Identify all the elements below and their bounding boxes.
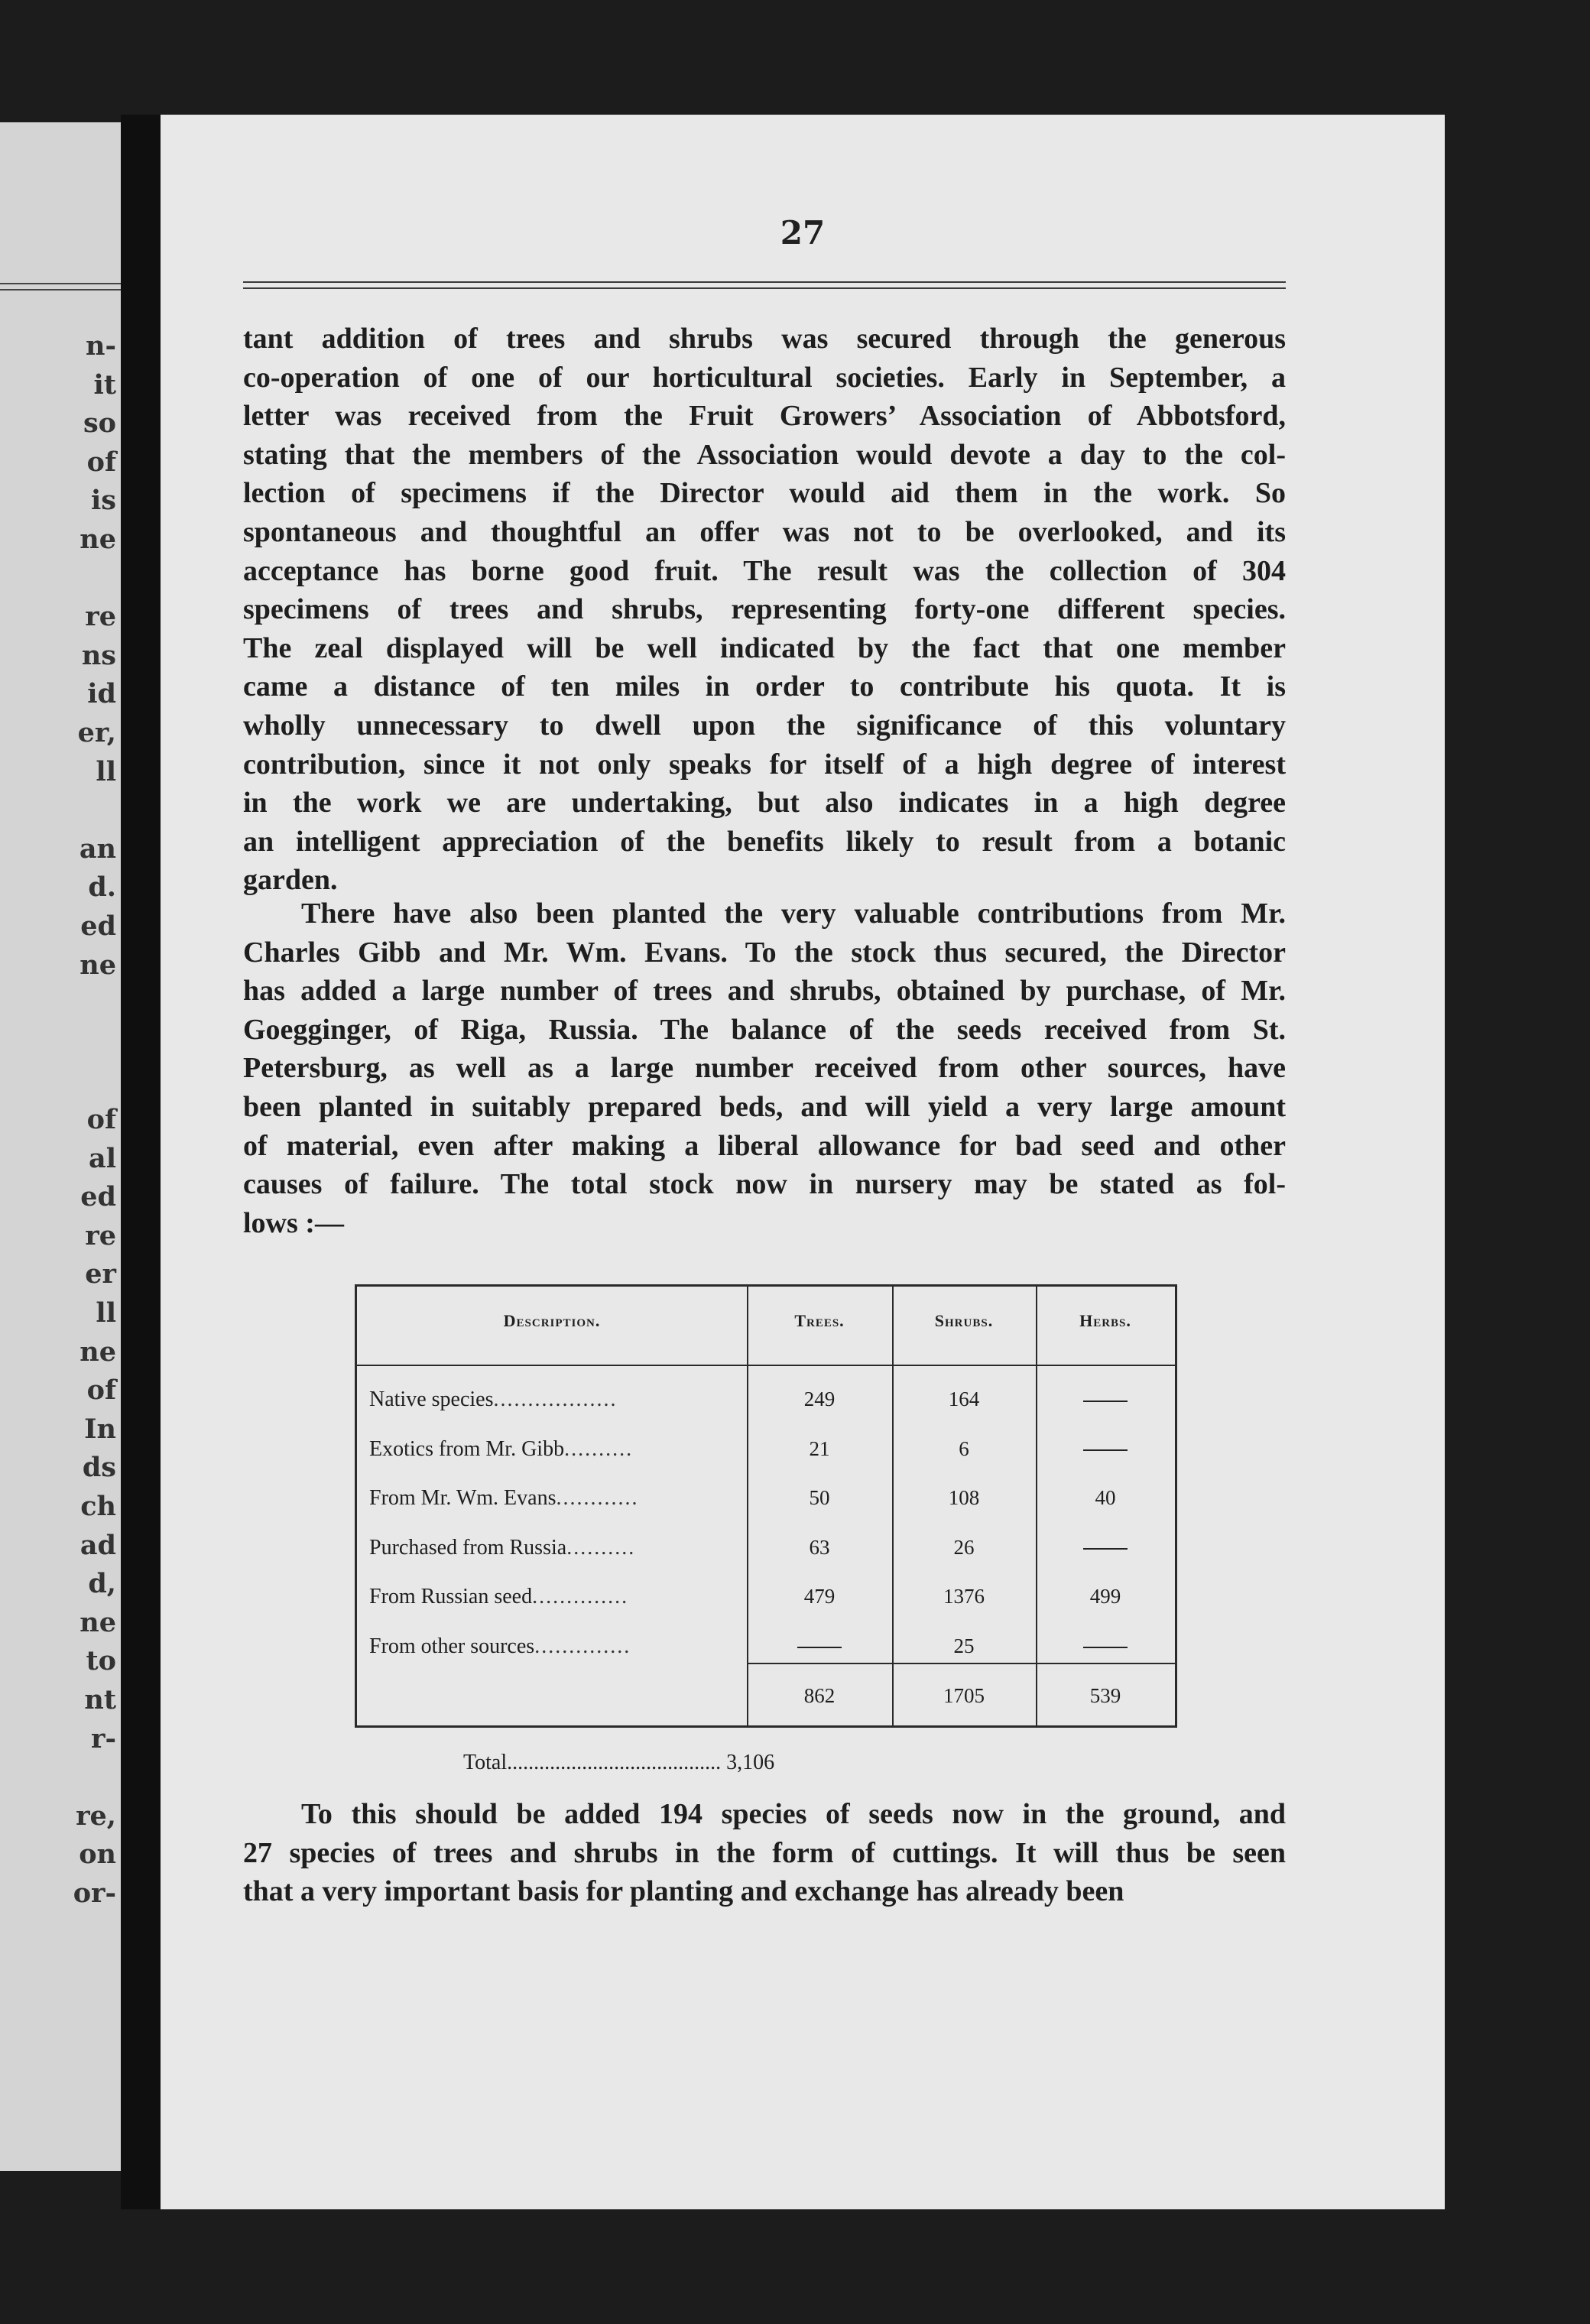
row-description-text: From Mr. Wm. Evans: [369, 1486, 556, 1510]
left-page-rule: [0, 283, 121, 290]
text-line: came a distance of ten miles in order to contribute his quota. It is: [243, 670, 1286, 703]
left-page-fragment: re: [85, 1219, 116, 1251]
text-line: that a very important basis for planting and exchange has already been: [243, 1875, 1124, 1908]
sum-shrubs: 1705: [943, 1684, 985, 1707]
text-line: Goegginger, of Riga, Russia. The balance of the seeds received from St.: [243, 1013, 1286, 1046]
leader-dots: ..............: [532, 1585, 629, 1608]
left-page-fragment: nt: [84, 1684, 116, 1715]
cell-herbs: [1036, 1437, 1175, 1461]
leader-dots: ..................: [493, 1388, 618, 1411]
leader-dots: ..........: [566, 1535, 636, 1560]
page-number: 27: [780, 214, 826, 252]
total-line: [463, 1751, 774, 1775]
empty-dash: [1083, 1548, 1128, 1550]
left-page-fragment: d,: [88, 1568, 116, 1600]
text-line: been planted in suitably prepared beds, and will yield a very large amount: [243, 1090, 1286, 1123]
left-page-fragment: to: [86, 1645, 116, 1677]
text-line: has added a large number of trees and shrubs, obtained by purchase, of Mr.: [243, 975, 1286, 1008]
total-value: 3,106: [726, 1751, 775, 1774]
leader-dots: ..............: [534, 1634, 631, 1658]
cell-herbs: 40: [1095, 1486, 1116, 1509]
empty-dash: [1083, 1647, 1128, 1648]
row-description-text: Purchased from Russia: [369, 1535, 567, 1560]
left-page-fragment: ll: [96, 755, 116, 787]
text-line: lection of specimens if the Director would aid them in the work. So: [243, 477, 1286, 510]
header-description: Description.: [503, 1311, 601, 1330]
text-line: Charles Gibb and Mr. Wm. Evans. To the stock thus secured, the Director: [243, 936, 1286, 969]
header-rule: [243, 281, 1286, 289]
row-description: [369, 1634, 739, 1659]
text-line: causes of failure. The total stock now in nursery may be stated as fol-: [243, 1168, 1286, 1201]
left-page-fragment: ed: [80, 1181, 116, 1213]
text-line: wholly unnecessary to dwell upon the significance of this voluntary: [243, 709, 1286, 742]
left-page-fragment: er: [85, 1258, 116, 1290]
left-page-fragment: id: [87, 678, 116, 710]
left-page-fragment: an: [79, 833, 116, 865]
text-line: spontaneous and thoughtful an offer was not to be overlooked, and its: [243, 515, 1286, 548]
left-page-fragment: ne: [80, 524, 116, 555]
left-page-fragment: or-: [73, 1878, 116, 1909]
empty-dash: [1083, 1449, 1128, 1451]
left-page-fragment: re: [85, 601, 116, 633]
row-description-text: From Russian seed: [369, 1585, 533, 1608]
header-herbs: Herbs.: [1079, 1311, 1131, 1330]
cell-shrubs: 164: [948, 1388, 980, 1410]
paragraph-1: [243, 320, 1286, 900]
row-description: [369, 1536, 739, 1560]
left-page-fragment: on: [79, 1839, 116, 1871]
table-row: [357, 1579, 1175, 1628]
left-page-fragment: so: [83, 407, 116, 440]
empty-dash: [797, 1647, 842, 1648]
row-description-text: Exotics from Mr. Gibb: [369, 1436, 565, 1461]
text-line: stating that the members of the Association would devote a day to the col-: [243, 438, 1286, 471]
text-line: There have also been planted the very valuable contributions from Mr.: [301, 897, 1286, 930]
header-shrubs: Shrubs.: [934, 1311, 994, 1330]
paragraph-2: [243, 894, 1286, 1242]
text-line: of material, even after making a liberal allowance for bad seed and other: [243, 1129, 1286, 1162]
left-page-fragment: it: [93, 368, 116, 401]
cell-trees: 479: [803, 1585, 836, 1608]
empty-dash: [1083, 1401, 1128, 1402]
book-gutter: [121, 115, 161, 2209]
text-line: acceptance has borne good fruit. The result was the collection of 304: [243, 554, 1286, 587]
cell-shrubs: 26: [953, 1535, 975, 1559]
left-page-fragment: of: [86, 1104, 116, 1135]
cell-trees: 21: [809, 1436, 830, 1460]
table-row: [357, 1530, 1175, 1579]
row-description: [369, 1388, 739, 1412]
cell-herbs: [1036, 1536, 1175, 1560]
text-line: contribution, since it not only speaks for itself of a high degree of interest: [243, 748, 1286, 781]
total-leader-dots: ........................................: [507, 1751, 722, 1774]
text-line: garden.: [243, 864, 338, 897]
left-page-fragment: n-: [86, 330, 116, 362]
text-line: specimens of trees and shrubs, representing forty-one different species.: [243, 593, 1286, 626]
table-row: [357, 1381, 1175, 1430]
text-line: co-operation of one of our horticultural societies. Early in September, a: [243, 361, 1286, 394]
text-line: lows :—: [243, 1206, 344, 1239]
text-line: letter was received from the Fruit Growers’ Association of Abbotsford,: [243, 400, 1286, 433]
text-line: 27 species of trees and shrubs in the form of cuttings. It will thus be seen: [243, 1836, 1286, 1869]
text-line: Petersburg, as well as a large number received from other sources, have: [243, 1052, 1286, 1085]
header-trees: Trees.: [794, 1311, 845, 1330]
left-page-fragment: ns: [81, 639, 116, 671]
left-page-fragment: ed: [80, 910, 116, 942]
left-page-fragment: d.: [88, 872, 116, 904]
cell-shrubs: 1376: [943, 1585, 985, 1608]
paragraph-3: [243, 1795, 1286, 1911]
sum-herbs: 539: [1089, 1684, 1121, 1707]
left-page-fragment: er,: [77, 717, 116, 748]
leader-dots: ..........: [564, 1436, 634, 1461]
cell-trees: 63: [809, 1535, 830, 1559]
nursery-stock-table: [355, 1284, 1177, 1728]
text-line: an intelligent appreciation of the benefits likely to result from a botanic: [243, 825, 1286, 858]
leader-dots: ............: [556, 1486, 639, 1510]
cell-shrubs: 108: [948, 1486, 980, 1509]
cell-trees: 249: [803, 1388, 836, 1410]
left-facing-page: [0, 122, 121, 2171]
left-page-fragment: al: [89, 1142, 116, 1174]
text-line: To this should be added 194 species of seeds now in the ground, and: [301, 1798, 1286, 1830]
left-page-fragment: ad: [80, 1529, 116, 1561]
left-page-fragment: of: [86, 446, 116, 478]
text-line: The zeal displayed will be well indicated by the fact that one member: [243, 631, 1286, 664]
cell-shrubs: 6: [959, 1436, 969, 1460]
cell-herbs: [1036, 1634, 1175, 1658]
row-description-text: Native species: [369, 1388, 494, 1411]
left-page-fragment: ne: [80, 1336, 116, 1368]
left-page-fragment: ll: [96, 1297, 116, 1329]
row-description: [369, 1437, 739, 1462]
cell-herbs: [1036, 1388, 1175, 1411]
cell-herbs: 499: [1089, 1585, 1121, 1608]
left-page-fragment: r-: [91, 1722, 116, 1754]
cell-trees: 50: [809, 1486, 830, 1509]
left-page-fragment: of: [86, 1375, 116, 1407]
document-page: [161, 115, 1445, 2209]
sum-row: [357, 1678, 1175, 1727]
row-description: [369, 1585, 739, 1609]
table-row: [357, 1480, 1175, 1529]
left-page-fragment: In: [84, 1413, 116, 1445]
total-label: Total: [463, 1751, 508, 1774]
header-row-rule: [357, 1365, 1175, 1366]
left-page-fragment: ds: [82, 1452, 116, 1484]
row-description: [369, 1486, 739, 1511]
sum-trees: 862: [803, 1684, 836, 1707]
text-line: in the work we are undertaking, but also indicates in a high degree: [243, 787, 1286, 820]
left-page-fragment: is: [90, 485, 116, 517]
text-line: tant addition of trees and shrubs was secured through the generous: [243, 323, 1286, 355]
table-row: [357, 1628, 1175, 1677]
table-row: [357, 1431, 1175, 1480]
cell-shrubs: 25: [953, 1634, 975, 1657]
left-page-fragment: ch: [80, 1491, 116, 1522]
row-description-text: From other sources: [369, 1634, 535, 1658]
left-page-fragment: ne: [80, 1606, 116, 1638]
left-page-fragment: ne: [80, 949, 116, 981]
left-page-fragment: re,: [76, 1800, 116, 1832]
cell-trees: [747, 1634, 892, 1658]
